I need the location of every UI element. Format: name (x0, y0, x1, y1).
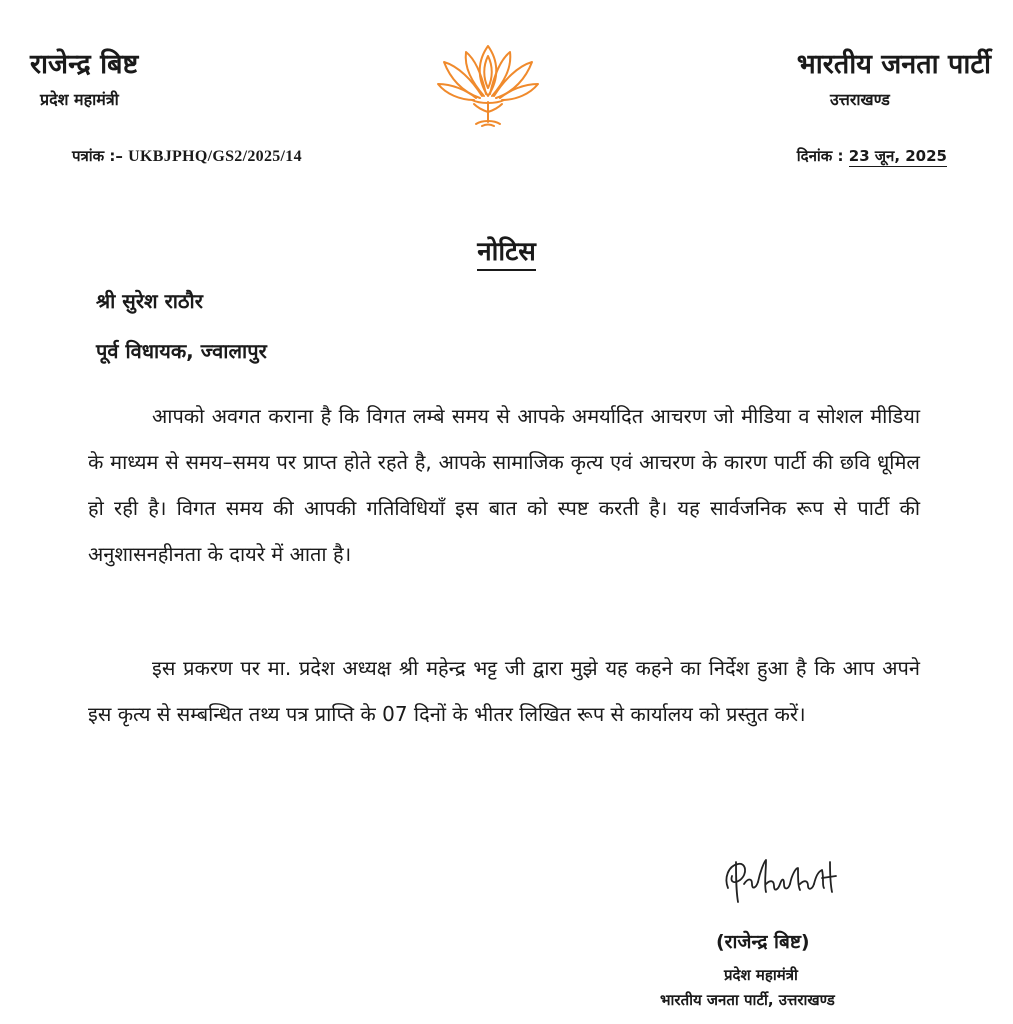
party-name: भारतीय जनता पार्टी (796, 49, 991, 80)
notice-title (0, 232, 1013, 268)
signatory-party: भारतीय जनता पार्टी, उत्तराखण्ड (660, 991, 835, 1009)
body-paragraph-1: आपको अवगत कराना है कि विगत लम्बे समय से आपके अमर्यादित आचरण जो मीडिया व सोशल मीडिया के माध्यम से समय–समय पर प्राप्त होते रहते है, आपके सामाजिक कृत्य एवं आचरण के कारण पार्टी की छवि धूमिल हो रही है। विगत समय की आपकी गतिविधियाँ इस बात को स्पष्ट करती है। यह सार्वजनिक रूप से पार्टी की अनुशासनहीनता के दायरे में आता है। (88, 404, 920, 566)
recipient-title: पूर्व विधायक, ज्वालापुर (96, 339, 267, 363)
party-state: उत्तराखण्ड (830, 90, 890, 109)
handwritten-signature (718, 848, 848, 912)
reference-line (72, 146, 302, 166)
date-label: दिनांक : (796, 147, 844, 165)
recipient-name: श्री सुरेश राठौर (96, 289, 203, 313)
sender-title: प्रदेश महामंत्री (40, 90, 119, 109)
body-paragraph-2: इस प्रकरण पर मा. प्रदेश अध्यक्ष श्री महेन्द्र भट्ट जी द्वारा मुझे यह कहने का निर्देश हुआ है कि आप अपने इस कृत्य से सम्बन्धित तथ्य पत्र प्राप्ति के 07 दिनों के भीतर लिखित रूप से कार्यालय को प्रस्तुत करें। (88, 656, 920, 726)
date-value: 23 जून, 2025 (848, 147, 947, 165)
notice-title-text: नोटिस (477, 237, 536, 271)
reference-number: UKBJPHQ/GS2/2025/14 (128, 148, 302, 165)
date-line (797, 146, 947, 166)
reference-label: पत्रांक :– (72, 147, 123, 165)
sender-name: राजेन्द्र बिष्ट (30, 49, 139, 80)
lotus-icon (432, 38, 544, 130)
signatory-title: प्रदेश महामंत्री (724, 966, 798, 984)
signatory-name: (राजेन्द्र बिष्ट) (716, 931, 810, 953)
